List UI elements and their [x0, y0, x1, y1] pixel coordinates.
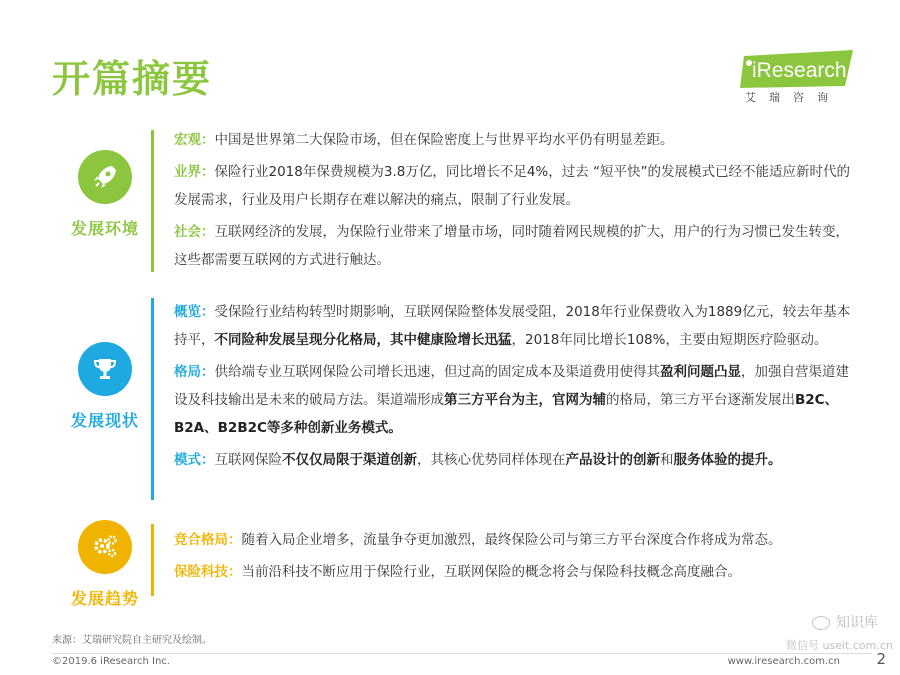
item-text: 和 — [660, 452, 674, 468]
logo-text: iResearch — [752, 59, 847, 82]
para-item — [174, 298, 854, 354]
watermark — [812, 612, 878, 632]
para-item — [174, 526, 854, 554]
item-text: 当前沿科技不断应用于保险行业，互联网保险的概念将会与保险科技概念高度融合。 — [241, 564, 741, 580]
watermark-account: 微信号 useit.com.cn — [786, 639, 893, 652]
item-text: 供给端专业互联网保险公司增长迅速，但过高的固定成本及渠道费用使得其 — [214, 364, 660, 380]
section-divider — [151, 298, 154, 500]
item-text-bold: 产品设计的创新 — [565, 452, 660, 468]
item-tag: 概览： — [174, 304, 215, 320]
para-item — [174, 358, 854, 442]
copyright: ©2019.6 iResearch Inc. — [52, 656, 170, 667]
gears-icon — [78, 520, 132, 574]
item-text-bold: 不仅仅局限于渠道创新 — [282, 452, 417, 468]
item-text: 受保险行业结构转型时期影响，互联网保险整体发展受阻，2018年行业保费收入为1889亿元，较去年基本持平， — [174, 304, 851, 348]
para-item — [174, 126, 854, 154]
item-text: 随着入局企业增多，流量争夺更加激烈，最终保险公司与第三方平台深度合作将成为常态。 — [241, 532, 782, 548]
item-tag: 保险科技： — [174, 564, 242, 580]
wechat-icon — [812, 616, 830, 630]
watermark-title: 知识库 — [836, 615, 878, 631]
source-note: 来源：艾瑞研究院自主研究及绘制。 — [52, 635, 212, 646]
para-item — [174, 446, 854, 474]
item-text: ，加强自营渠道建设及科技输出是未来的破局方法。渠道端形成 — [174, 364, 849, 408]
item-text-bold: 服务体验的提升。 — [673, 452, 782, 468]
item-tag: 竞合格局： — [174, 532, 242, 548]
item-text-bold: 第三方平台为主，官网为辅 — [444, 392, 606, 408]
section-label: 发展环境 — [70, 219, 139, 238]
section-trend-body — [174, 526, 854, 586]
item-tag: 社会： — [174, 224, 215, 240]
item-text-bold: B2C、B2A、B2B2C等多种创新业务模式。 — [174, 392, 839, 436]
item-text: ，2018年同比增长108%，主要由短期医疗险驱动。 — [511, 332, 828, 348]
section-environment-body — [174, 126, 854, 274]
logo-subtitle: 艾瑞咨询 — [745, 91, 841, 104]
page-title: 开篇摘要 — [52, 57, 213, 101]
rocket-icon — [78, 150, 132, 204]
item-tag: 模式： — [174, 452, 215, 468]
item-tag: 宏观： — [174, 132, 215, 148]
item-text: 互联网保险 — [214, 452, 282, 468]
footer-divider — [52, 653, 872, 654]
item-text-bold: 不同险种发展呈现分化格局，其中健康险增长迅猛 — [214, 332, 512, 348]
trophy-icon — [78, 342, 132, 396]
item-text: ，其核心优势同样体现在 — [417, 452, 566, 468]
section-divider — [151, 524, 154, 596]
item-text-bold: 盈利问题凸显 — [660, 364, 741, 380]
para-item — [174, 218, 854, 274]
item-text: 互联网经济的发展，为保险行业带来了增量市场，同时随着网民规模的扩大，用户的行为习惯已发生转变，这些都需要互联网的方式进行触达。 — [174, 224, 849, 268]
section-status-body — [174, 298, 854, 474]
para-item — [174, 158, 854, 214]
section-divider — [151, 130, 154, 272]
para-item — [174, 558, 854, 586]
website-link[interactable]: www.iresearch.com.cn — [727, 656, 840, 667]
item-tag: 业界： — [174, 164, 215, 180]
item-text: 中国是世界第二大保险市场，但在保险密度上与世界平均水平仍有明显差距。 — [214, 132, 674, 148]
section-label: 发展现状 — [70, 411, 139, 430]
page-number: 2 — [876, 650, 886, 668]
item-tag: 格局： — [174, 364, 215, 380]
item-text: 保险行业2018年保费规模为3.8万亿，同比增长不足4%，过去 “短平快”的发展模式已经不能适应新时代的发展需求，行业及用户长期存在难以解决的痛点，限制了行业发展。 — [174, 164, 851, 208]
item-text: 的格局，第三方平台逐渐发展出 — [606, 392, 795, 408]
section-label: 发展趋势 — [70, 589, 139, 608]
